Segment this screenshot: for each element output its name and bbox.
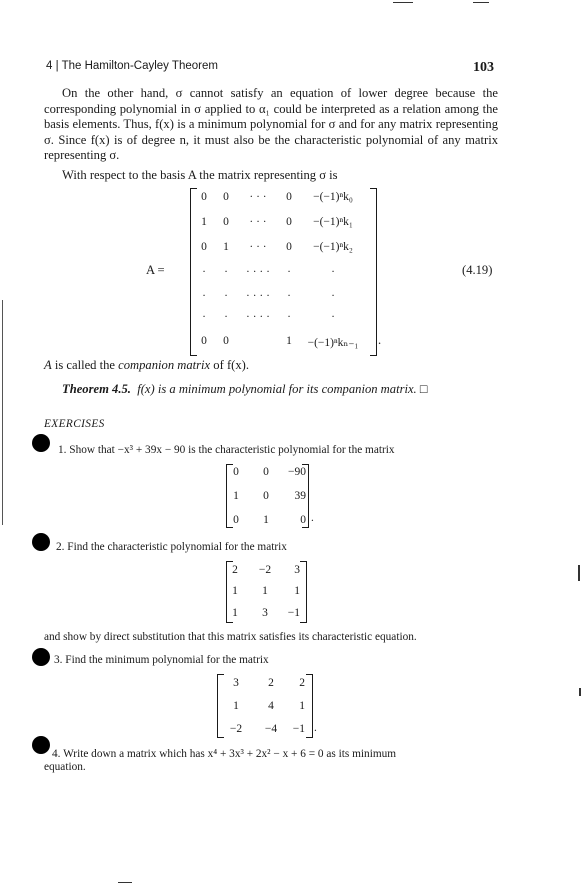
matrix-cell: 0 <box>201 191 207 203</box>
matrix-cell: 0 <box>201 241 207 253</box>
matrix-label: A = <box>146 263 165 277</box>
matrix-cell: · · · <box>249 216 267 228</box>
matrix-cell: 3 <box>294 564 300 576</box>
matrix-cell: · · · <box>249 191 267 203</box>
matrix-end-period: . <box>378 333 382 347</box>
matrix-cell: · · · · <box>246 290 270 302</box>
matrix-cell: 2 <box>299 677 305 689</box>
exercise-1-bullet <box>32 434 50 452</box>
matrix-cell: 0 <box>286 216 292 228</box>
matrix-cell: 3 <box>233 677 239 689</box>
exercise-4-text: 4. Write down a matrix which has x⁴ + 3x³ + 2x² − x + 6 = 0 as its minimum <box>52 748 397 760</box>
matrix-cell: 1 <box>233 700 239 712</box>
matrix-cell: 0 <box>201 335 207 347</box>
ex2-matrix-right-bracket <box>300 561 307 623</box>
matrix-cell: 0 <box>286 191 292 203</box>
companion-sentence-symbol: A <box>44 358 52 372</box>
page-number: 103 <box>473 60 494 75</box>
matrix-cell: −(−1)ⁿk₁ <box>313 216 353 228</box>
matrix-cell: 1 <box>223 241 229 253</box>
exercises-heading: EXERCISES <box>44 418 105 430</box>
ex3-matrix-period: . <box>314 722 317 734</box>
matrix-cell: 2 <box>232 564 238 576</box>
scan-mark-top-1 <box>393 2 413 3</box>
matrix-cell: 1 <box>201 216 207 228</box>
scan-mark-right-1 <box>578 565 580 581</box>
matrix-cell: · <box>224 311 228 323</box>
matrix-cell: · <box>224 290 228 302</box>
matrix-cell: 1 <box>232 607 238 619</box>
matrix-cell: −(−1)ⁿk₂ <box>313 241 353 253</box>
matrix-cell: 0 <box>223 335 229 347</box>
matrix-cell: · <box>287 266 291 278</box>
matrix-cell: · · · · <box>246 266 270 278</box>
matrix-cell: −(−1)ⁿkₙ₋₁ <box>307 337 359 349</box>
matrix-cell: · <box>202 290 206 302</box>
matrix-cell: −(−1)ⁿk₀ <box>313 191 353 203</box>
exercise-1-text: 1. Show that −x³ + 39x − 90 is the characteristic polynomial for the matrix <box>58 444 395 456</box>
exercise-2-bullet <box>32 533 50 551</box>
matrix-cell: · · · <box>249 241 267 253</box>
matrix-cell: · · · · <box>246 311 270 323</box>
matrix-cell: 1 <box>286 335 292 347</box>
paragraph-2: With respect to the basis A the matrix representing σ is <box>62 168 338 182</box>
theorem-text: f(x) is a minimum polynomial for its companion matrix. <box>137 382 417 396</box>
matrix-cell: −90 <box>288 466 306 478</box>
paragraph-1: On the other hand, σ cannot satisfy an equation of lower degree because the corresponding polynomial in σ applied to α₁ could be interpreted as a relation among the basis elements. Thus, f(x) is a minimum polynomial for σ and for any matrix representing σ. Since f(x) is of degree n, it must also be the characteristic polynomial of any matrix representing σ. <box>44 86 498 163</box>
matrix-cell: 1 <box>232 585 238 597</box>
running-head: 4 | The Hamilton-Cayley Theorem <box>46 60 218 72</box>
matrix-cell: 0 <box>300 514 306 526</box>
matrix-cell: 39 <box>294 490 306 502</box>
margin-line <box>2 300 3 525</box>
matrix-cell: 0 <box>286 241 292 253</box>
exercise-2-followup: and show by direct substitution that this matrix satisfies its characteristic equation. <box>44 631 417 643</box>
matrix-cell: · <box>331 266 335 278</box>
companion-matrix-left-bracket <box>190 188 197 356</box>
matrix-cell: 0 <box>223 191 229 203</box>
matrix-cell: · <box>202 266 206 278</box>
ex3-matrix-right-bracket <box>306 674 313 738</box>
companion-matrix-right-bracket <box>370 188 377 356</box>
ex1-matrix-left-bracket <box>226 464 233 528</box>
theorem-4-5 <box>62 382 427 397</box>
exercise-4-bullet <box>32 736 50 754</box>
matrix-cell: · <box>287 311 291 323</box>
equation-number: (4.19) <box>462 263 493 277</box>
matrix-cell: 3 <box>262 607 268 619</box>
companion-sentence-part: is called the <box>51 358 119 372</box>
scan-mark-right-2 <box>579 688 581 696</box>
matrix-cell: 0 <box>263 490 269 502</box>
matrix-cell: · <box>202 311 206 323</box>
matrix-cell: 1 <box>262 585 268 597</box>
qed-mark: □ <box>419 382 428 396</box>
exercise-2-text: 2. Find the characteristic polynomial for the matrix <box>56 541 287 553</box>
matrix-cell: 0 <box>223 216 229 228</box>
companion-term: companion matrix <box>118 358 211 372</box>
matrix-cell: 0 <box>233 514 239 526</box>
matrix-cell: 1 <box>233 490 239 502</box>
matrix-cell: −2 <box>258 564 272 576</box>
matrix-cell: 0 <box>233 466 239 478</box>
ex1-matrix-period: . <box>311 512 314 524</box>
theorem-label: Theorem 4.5. <box>62 382 131 396</box>
exercise-3-text: 3. Find the minimum polynomial for the matrix <box>54 654 269 666</box>
matrix-cell: 1 <box>294 585 300 597</box>
matrix-cell: 1 <box>299 700 305 712</box>
ex3-matrix-left-bracket <box>217 674 224 738</box>
matrix-cell: −1 <box>292 723 305 735</box>
matrix-cell: 4 <box>268 700 274 712</box>
matrix-cell: · <box>331 311 335 323</box>
matrix-cell: · <box>287 290 291 302</box>
scan-mark-bottom <box>118 882 132 883</box>
exercise-4-text-cont: equation. <box>44 761 86 773</box>
matrix-cell: −2 <box>229 723 243 735</box>
companion-sentence <box>44 358 249 373</box>
exercise-3-bullet <box>32 648 50 666</box>
companion-sentence-end: of f(x). <box>210 358 249 372</box>
matrix-cell: 1 <box>263 514 269 526</box>
matrix-cell: · <box>224 266 228 278</box>
matrix-cell: · <box>331 290 335 302</box>
matrix-cell: 0 <box>263 466 269 478</box>
matrix-cell: −4 <box>264 723 278 735</box>
scan-mark-top-2 <box>473 2 489 3</box>
matrix-cell: 2 <box>268 677 274 689</box>
matrix-cell: −1 <box>287 607 300 619</box>
